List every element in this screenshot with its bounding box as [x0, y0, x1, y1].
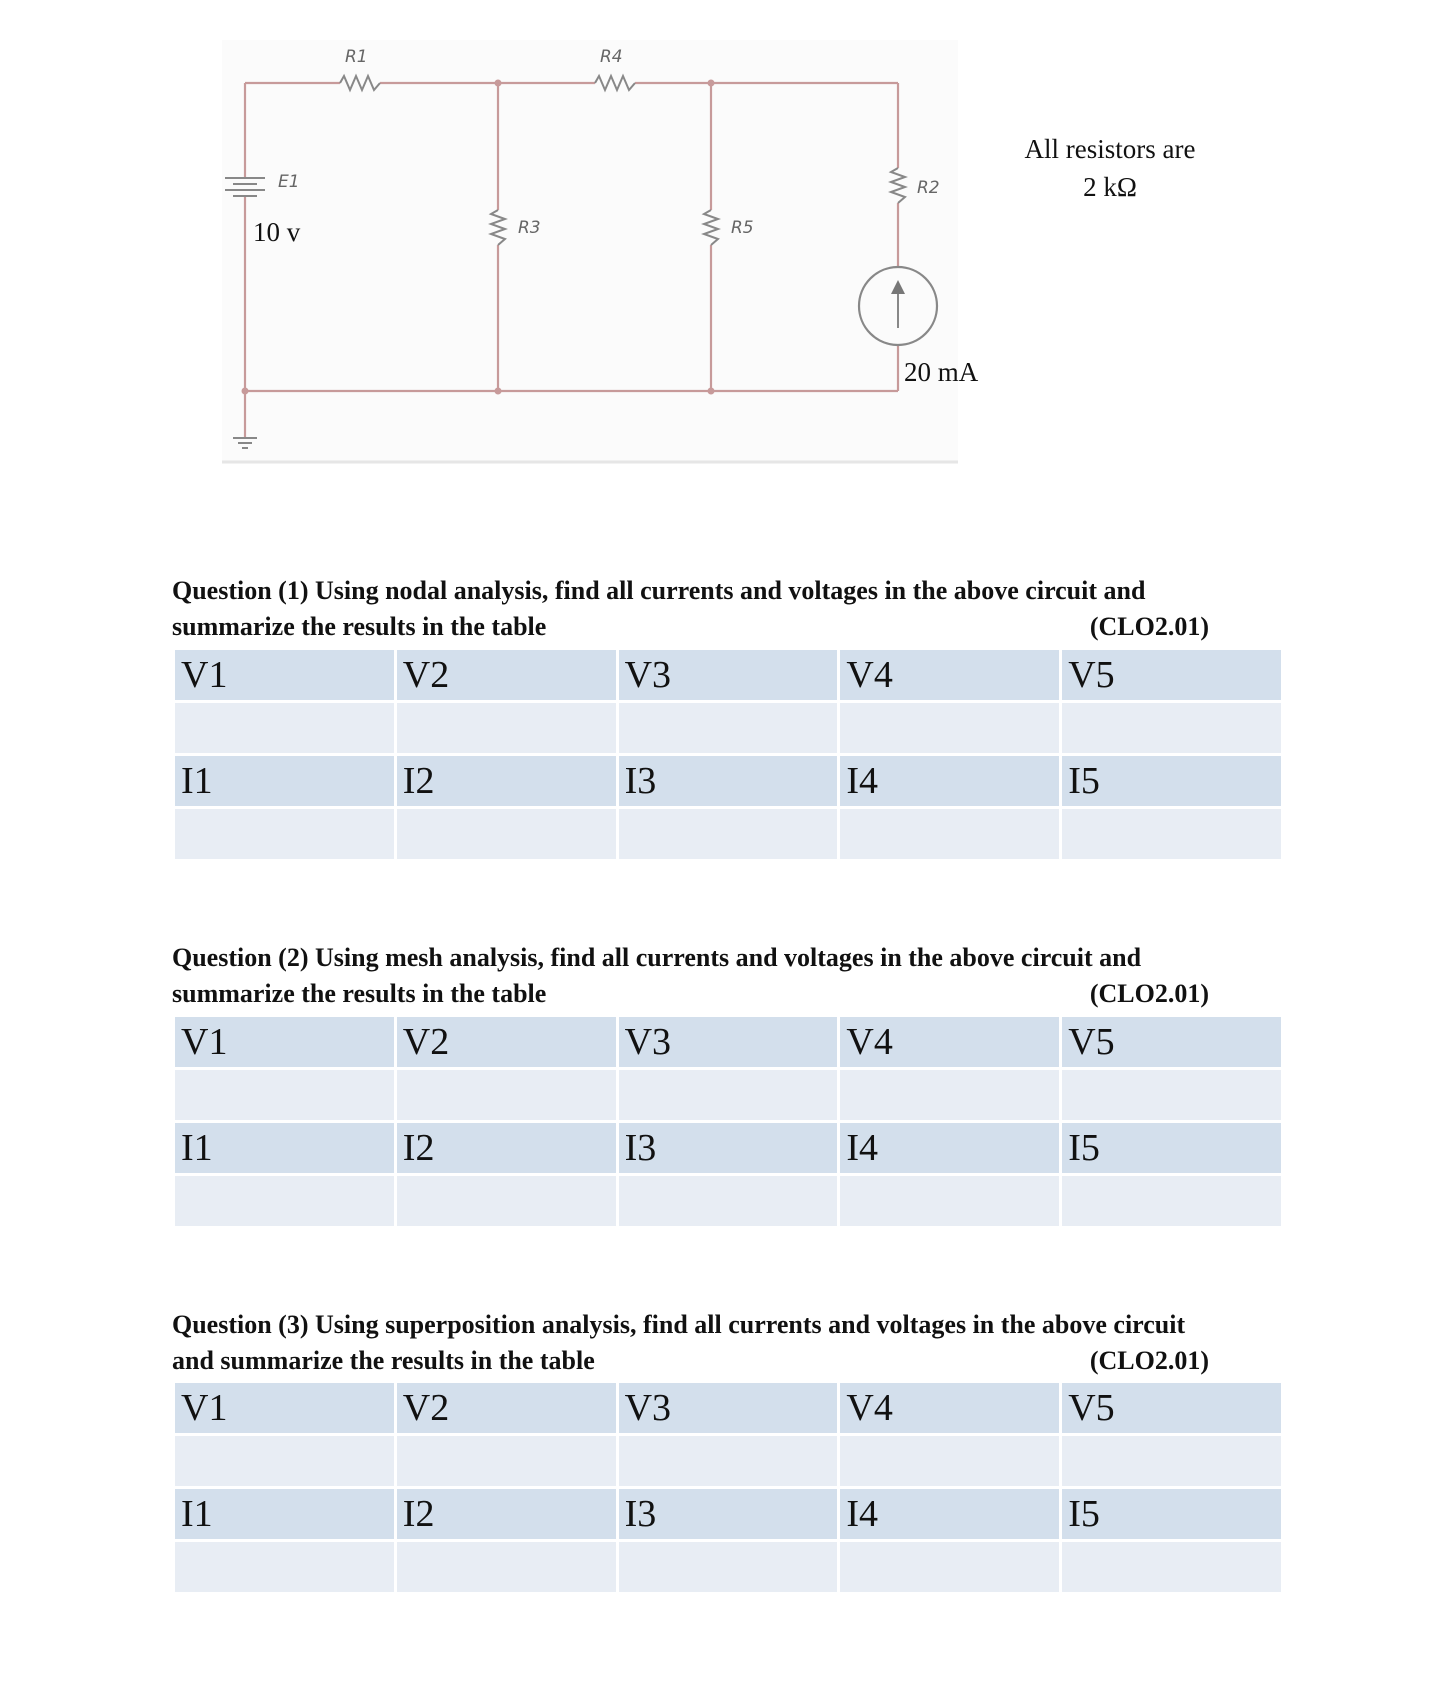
answer-cell[interactable]	[840, 1176, 1059, 1226]
voltage-value-row	[175, 1070, 1281, 1120]
r4-label: R4	[600, 47, 623, 67]
answer-cell[interactable]	[1062, 809, 1281, 859]
header-cell: I4	[840, 1123, 1059, 1173]
question-2-table	[172, 1014, 1284, 1229]
header-cell: V1	[175, 1017, 394, 1067]
answer-cell[interactable]	[619, 1070, 838, 1120]
answer-cell[interactable]	[397, 703, 616, 753]
header-cell: I5	[1062, 1123, 1281, 1173]
answer-cell[interactable]	[619, 809, 838, 859]
header-cell: I4	[840, 756, 1059, 806]
header-cell: I2	[397, 1489, 616, 1539]
answer-cell[interactable]	[397, 1436, 616, 1486]
question-1-line1: Question (1) Using nodal analysis, find all currents and voltages in the above circuit and	[172, 576, 1146, 605]
header-cell: I3	[619, 756, 838, 806]
answer-cell[interactable]	[175, 809, 394, 859]
answer-cell[interactable]	[397, 1542, 616, 1592]
header-cell: V1	[175, 650, 394, 700]
answer-cell[interactable]	[1062, 1542, 1281, 1592]
current-source-symbol	[859, 267, 937, 345]
question-3-line2: and summarize the results in the table	[172, 1346, 595, 1375]
header-cell: V2	[397, 1017, 616, 1067]
resistor-note-line1: All resistors are	[1024, 134, 1196, 164]
header-cell: I3	[619, 1123, 838, 1173]
answer-cell[interactable]	[619, 1176, 838, 1226]
r5-label: R5	[731, 218, 754, 238]
question-1-clo: (CLO2.01)	[1089, 612, 1209, 641]
answer-cell[interactable]	[175, 1542, 394, 1592]
e1-label: E1	[278, 172, 300, 192]
header-cell: V1	[175, 1383, 394, 1433]
answer-cell[interactable]	[397, 1070, 616, 1120]
source-voltage-value: 10 v	[253, 217, 301, 247]
current-value-row	[175, 809, 1281, 859]
answer-cell[interactable]	[175, 1070, 394, 1120]
resistor-note-line2: 2 kΩ	[1083, 172, 1137, 202]
answer-cell[interactable]	[175, 703, 394, 753]
answer-cell[interactable]	[1062, 1436, 1281, 1486]
current-value-row	[175, 1176, 1281, 1226]
current-header-row	[175, 1489, 1281, 1539]
voltage-value-row	[175, 703, 1281, 753]
header-cell: V3	[619, 1017, 838, 1067]
question-2-text	[172, 940, 1282, 1012]
r3-label: R3	[518, 218, 541, 238]
header-cell: I5	[1062, 1489, 1281, 1539]
voltage-header-row	[175, 1017, 1281, 1067]
answer-cell[interactable]	[619, 1436, 838, 1486]
header-cell: V2	[397, 1383, 616, 1433]
circuit-background	[222, 40, 958, 462]
r2-label: R2	[917, 178, 940, 198]
question-1-line2: summarize the results in the table	[172, 612, 547, 641]
circuit-schematic	[0, 0, 1440, 480]
header-cell: I1	[175, 1123, 394, 1173]
answer-cell[interactable]	[619, 703, 838, 753]
header-cell: V5	[1062, 1383, 1281, 1433]
voltage-header-row	[175, 650, 1281, 700]
answer-cell[interactable]	[1062, 1070, 1281, 1120]
answer-cell[interactable]	[175, 1436, 394, 1486]
question-1-table	[172, 647, 1284, 862]
header-cell: V5	[1062, 650, 1281, 700]
current-header-row	[175, 1123, 1281, 1173]
header-cell: V3	[619, 1383, 838, 1433]
question-2-line2: summarize the results in the table	[172, 979, 547, 1008]
question-3-clo: (CLO2.01)	[1089, 1346, 1209, 1375]
question-3-text	[172, 1307, 1282, 1379]
header-cell: V4	[840, 1017, 1059, 1067]
answer-cell[interactable]	[840, 1542, 1059, 1592]
answer-cell[interactable]	[1062, 1176, 1281, 1226]
question-2-line1: Question (2) Using mesh analysis, find all currents and voltages in the above circuit and	[172, 943, 1142, 972]
answer-cell[interactable]	[1062, 703, 1281, 753]
resistor-note	[1000, 130, 1220, 206]
answer-cell[interactable]	[397, 809, 616, 859]
answer-cell[interactable]	[840, 1070, 1059, 1120]
r1-label: R1	[345, 47, 368, 67]
answer-cell[interactable]	[840, 1436, 1059, 1486]
voltage-value-row	[175, 1436, 1281, 1486]
header-cell: I4	[840, 1489, 1059, 1539]
header-cell: V2	[397, 650, 616, 700]
answer-cell[interactable]	[619, 1542, 838, 1592]
circuit-diagram	[0, 0, 1440, 480]
header-cell: I5	[1062, 756, 1281, 806]
answer-cell[interactable]	[840, 703, 1059, 753]
header-cell: V4	[840, 1383, 1059, 1433]
header-cell: I1	[175, 756, 394, 806]
answer-cell[interactable]	[840, 809, 1059, 859]
current-header-row	[175, 756, 1281, 806]
header-cell: I1	[175, 1489, 394, 1539]
question-3-line1: Question (3) Using superposition analysis, find all currents and voltages in the above circuit	[172, 1310, 1186, 1339]
header-cell: V3	[619, 650, 838, 700]
answer-cell[interactable]	[397, 1176, 616, 1226]
header-cell: V5	[1062, 1017, 1281, 1067]
header-cell: V4	[840, 650, 1059, 700]
question-1-text	[172, 573, 1282, 645]
current-source-value: 20 mA	[904, 357, 979, 387]
answer-cell[interactable]	[175, 1176, 394, 1226]
current-value-row	[175, 1542, 1281, 1592]
header-cell: I2	[397, 1123, 616, 1173]
question-2-clo: (CLO2.01)	[1089, 979, 1209, 1008]
question-3-table	[172, 1380, 1284, 1595]
voltage-header-row	[175, 1383, 1281, 1433]
header-cell: I3	[619, 1489, 838, 1539]
header-cell: I2	[397, 756, 616, 806]
